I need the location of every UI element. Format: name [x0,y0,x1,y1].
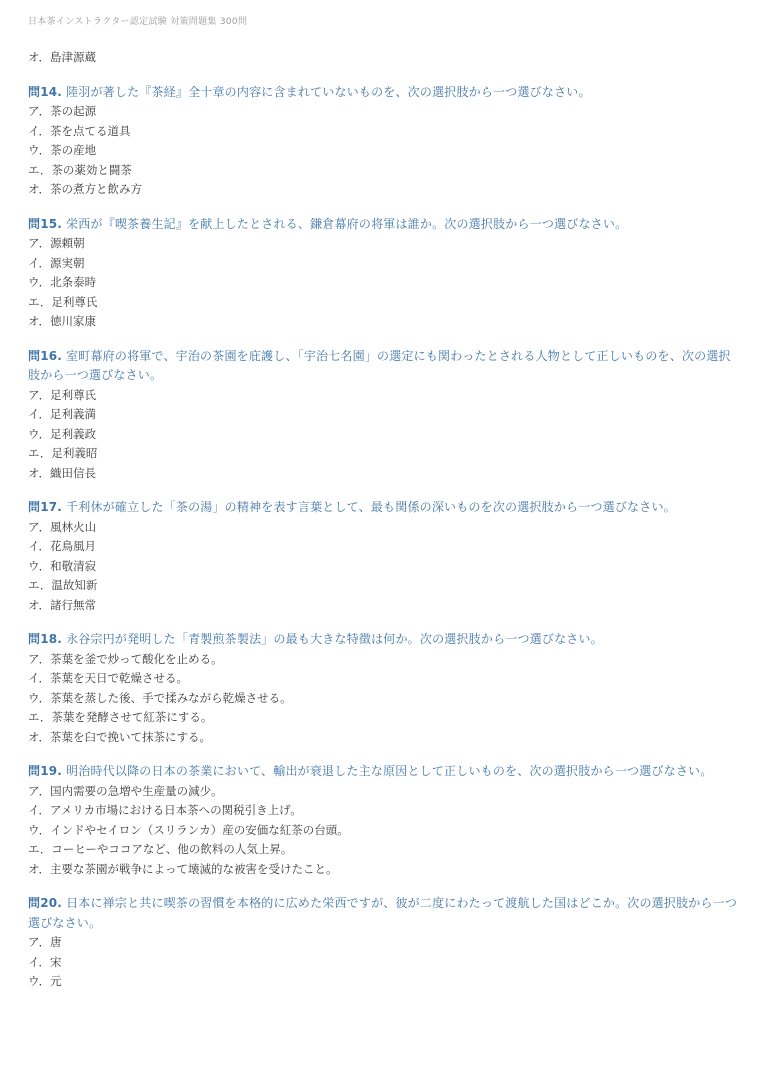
question-text [28,215,738,235]
question-body: 室町幕府の将軍で、宇治の茶園を庇護し、「宇治七名園」の選定にも関わったとされる人物として正しいものを、次の選択肢から一つ選びなさい。 [28,348,731,382]
question-text [28,762,738,782]
running-header: 日本茶インストラクター認定試験 対策問題集 300問 [28,17,248,27]
answer-choice: ウ．北条泰時 [28,275,97,289]
answer-choice: ア．国内需要の急増や生産量の減少。 [28,783,223,798]
answer-choice: オ．徳川家康 [28,314,96,328]
answer-choice: イ．源実朝 [28,255,85,270]
question-text [28,347,738,386]
question-block [28,83,738,200]
answer-choice: イ．足利義満 [28,407,96,421]
answer-choice: イ．アメリカ市場における日本茶への関税引き上げ。 [28,803,302,817]
question-number: 問16. [28,348,63,363]
answer-choice: エ．温故知新 [28,578,98,592]
answer-choice: オ．茶の煮方と飲み方 [28,182,142,196]
answer-choice: ア．茶葉を釜で炒って酸化を止める。 [28,651,223,666]
question-text [28,83,738,103]
answer-choice: イ．花鳥風月 [28,539,96,553]
question-block [28,215,738,332]
question-block [28,498,738,615]
answer-choice: イ．宋 [28,954,62,969]
answer-choice: エ．足利尊氏 [28,294,98,309]
question-block [28,762,738,879]
answer-choice: イ．茶を点てる道具 [28,123,131,138]
question-body: 日本に禅宗と共に喫茶の習慣を本格的に広めた栄西ですが、彼が二度にわたって渡航した国はどこか。次の選択肢から一つ選びなさい。 [28,896,738,930]
question-number: 問15. [28,216,63,231]
previous-question-choice: オ．島津源蔵 [28,50,96,64]
question-text [28,498,738,518]
answer-choice: オ．主要な茶園が戦争によって壊滅的な被害を受けたこと。 [28,861,338,876]
answer-choice: イ．茶葉を天日で乾燥させる。 [28,671,188,685]
answer-choice: ア．風林火山 [28,519,97,534]
question-body: 千利休が確立した「茶の湯」の精神を表す言葉として、最も関係の深いものを次の選択肢から一つ選びなさい。 [66,500,676,514]
answer-choice: ウ．足利義政 [28,426,97,441]
question-number: 問18. [28,632,63,646]
answer-choice: ア．唐 [28,935,62,949]
question-number: 問17. [28,500,63,514]
question-text [28,630,738,650]
question-body: 陸羽が著した『茶経』全十章の内容に含まれていないものを、次の選択肢から一つ選びなさい。 [66,84,591,99]
answer-choice: ア．茶の起源 [28,104,97,118]
answer-choice: ア．足利尊氏 [28,387,97,402]
question-number: 問20. [28,896,63,910]
question-list [28,48,738,992]
answer-choice: ウ．元 [28,974,62,988]
answer-choice: ウ．和敬清寂 [28,558,97,573]
answer-choice: ウ．インドやセイロン（スリランカ）産の安価な紅茶の台頭。 [28,822,349,837]
question-block [28,347,738,484]
answer-choice: エ．足利義昭 [28,446,98,460]
answer-choice: オ．茶葉を臼で挽いて抹茶にする。 [28,729,211,744]
question-text [28,894,738,933]
answer-choice: エ．コーヒーやココアなど、他の飲料の人気上昇。 [28,842,293,856]
question-body: 栄西が『喫茶養生記』を献上したとされる、鎌倉幕府の将軍は誰か。次の選択肢から一つ選びなさい。 [66,216,628,231]
answer-choice: エ．茶葉を発酵させて紅茶にする。 [28,710,213,724]
answer-choice: オ．諸行無常 [28,597,96,612]
question-body: 永谷宗円が発明した「青製煎茶製法」の最も大きな特徴は何か。次の選択肢から一つ選びなさい。 [66,632,603,646]
question-body: 明治時代以降の日本の茶業において、輸出が衰退した主な原因として正しいものを、次の選択肢から一つ選びなさい。 [66,764,713,778]
question-block [28,630,738,747]
question-number: 問14. [28,84,63,99]
answer-choice: オ．織田信長 [28,465,96,480]
answer-choice: ウ．茶の産地 [28,143,97,157]
answer-choice: ア．源頼朝 [28,236,85,250]
question-block [28,894,738,992]
answer-choice: ウ．茶葉を蒸した後、手で揉みながら乾燥させる。 [28,690,292,705]
question-number: 問19. [28,764,63,778]
answer-choice: エ．茶の薬効と闘茶 [28,162,132,177]
